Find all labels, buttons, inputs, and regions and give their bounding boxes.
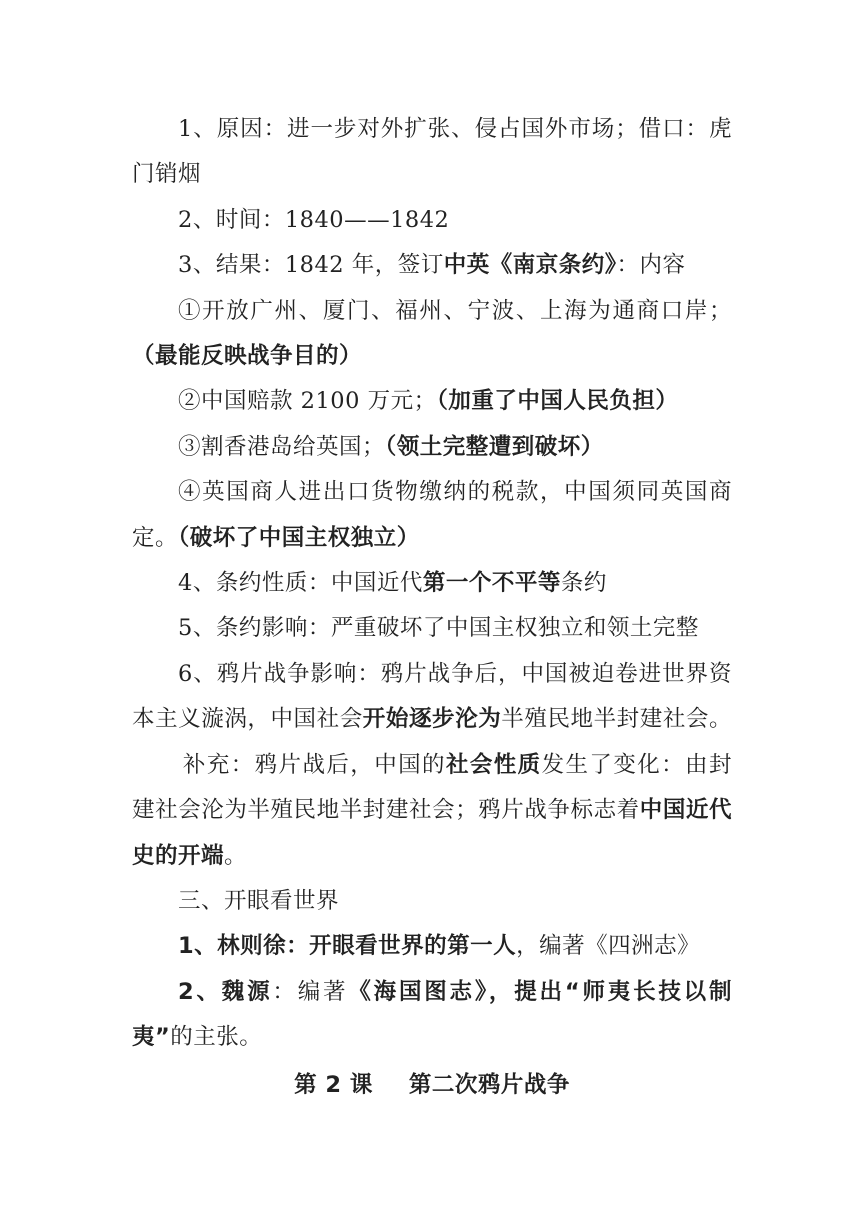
- text-term-4: ④英国商人进出口货物缴纳的税款，中国须同英国商定。: [132, 479, 732, 551]
- text-lin-zexu: 1、林则徐：开眼看世界的第一人: [178, 933, 517, 960]
- lesson-title: 第二次鸦片战争: [408, 1071, 570, 1098]
- text-term-1: ①开放广州、厦门、福州、宁波、上海为通商口岸；: [178, 297, 732, 324]
- text-wei-yuan-intro: ：编著: [272, 978, 349, 1005]
- paragraph-term-1: [132, 289, 732, 380]
- text-period: 。: [224, 842, 248, 869]
- text-wei-yuan: 2、魏源: [178, 978, 273, 1005]
- paragraph-impact: [132, 606, 732, 651]
- document-body: [132, 107, 732, 1108]
- text-war-impact-end: 半殖民地半封建社会。: [501, 706, 732, 733]
- text-term-2-note: （加重了中国人民负担）: [436, 388, 679, 415]
- text-nature-intro: 4、条约性质：中国近代: [178, 570, 423, 597]
- text-treaty-name: 中英《南京条约》: [443, 252, 617, 279]
- text-term-2: ②中国赔款 2100 万元；: [178, 388, 437, 415]
- paragraph-cause: [132, 107, 732, 198]
- paragraph-time: [132, 198, 732, 243]
- text-supplement-key: 社会性质: [445, 751, 542, 778]
- text-modern-history-start: 中国近代史的开端: [132, 797, 732, 869]
- text-section-heading: 三、开眼看世界: [178, 887, 340, 914]
- text-wei-yuan-end: 的主张。: [170, 1024, 263, 1051]
- paragraph-term-3: [132, 425, 732, 470]
- text-term-4-note: （破坏了中国主权独立）: [178, 524, 420, 551]
- text-term-1-note: （最能反映战争目的）: [132, 343, 363, 370]
- text-nature-key: 第一个不平等: [422, 570, 561, 597]
- section-heading-open-eyes: [132, 879, 732, 924]
- text-wei-yuan-key: 《海国图志》，提出“师夷长技以制夷”: [132, 978, 732, 1051]
- lesson-heading: [132, 1063, 732, 1108]
- text-supplement: 补充：鸦片战后，中国的: [182, 751, 446, 778]
- text-result-content: ：内容: [616, 252, 686, 279]
- paragraph-term-4: [132, 470, 732, 561]
- text-impact: 5、条约影响：严重破坏了中国主权独立和领土完整: [178, 615, 699, 642]
- text-time: 2、时间：1840——1842: [178, 206, 450, 233]
- paragraph-wei-yuan: [132, 970, 732, 1061]
- paragraph-nature: [132, 561, 732, 606]
- text-war-impact-key: 开始逐步沦为: [362, 706, 502, 733]
- paragraph-war-impact: [132, 652, 732, 879]
- paragraph-result: [132, 243, 732, 288]
- paragraph-lin-zexu: [132, 924, 732, 969]
- text-term-3: ③割香港岛给英国；: [178, 433, 386, 460]
- text-war-impact: 6、鸦片战争影响：鸦片战争后，中国被迫卷进世界资本主义漩涡，中国社会: [132, 660, 732, 733]
- text-supplement-body: 发生了变化：由封建社会沦为半殖民地半封建社会；鸦片战争标志着: [132, 751, 732, 824]
- paragraph-term-2: [132, 379, 732, 424]
- text-cause: 1、原因：进一步对外扩张、侵占国外市场；借口：虎门销烟: [132, 116, 732, 188]
- text-lin-zexu-work: ，编著《四洲志》: [516, 933, 701, 960]
- lesson-number: 第 2 课: [294, 1071, 373, 1098]
- text-term-3-note: （领土完整遭到破坏）: [385, 433, 604, 460]
- text-nature-end: 条约: [560, 570, 607, 597]
- text-result-intro: 3、结果：1842 年，签订: [178, 252, 444, 279]
